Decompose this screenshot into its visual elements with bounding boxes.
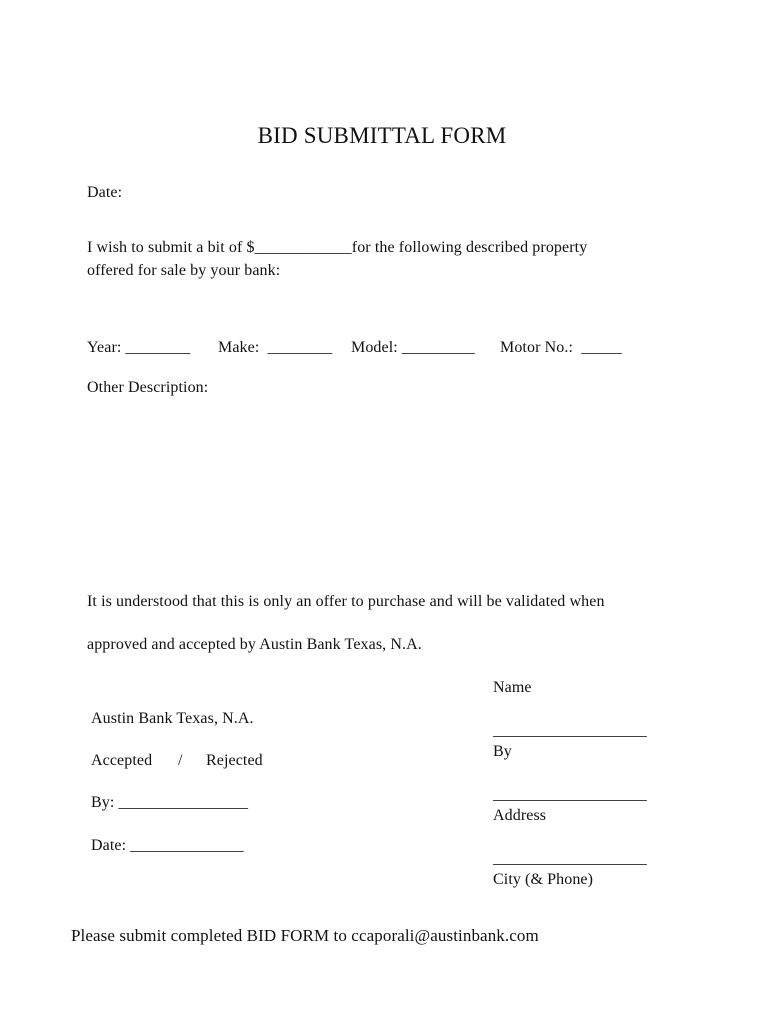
page-title: BID SUBMITTAL FORM [257,123,507,148]
understanding-line-2: approved and accepted by Austin Bank Texas, N.A. [87,636,422,653]
bank-by-line: By: ________________ [91,794,249,811]
intro-line-1: I wish to submit a bit of $____________for the following described property [87,239,588,256]
city-phone-label: City (& Phone) [493,871,594,888]
motor-number-field: Motor No.: _____ [500,339,622,356]
understanding-line-1: It is understood that this is only an offer to purchase and will be validated when [87,593,605,610]
bank-date-line: Date: ______________ [91,837,244,854]
year-field: Year: ________ [87,339,191,356]
by-signature-line: ___________________ [493,786,647,803]
address-label: Address [493,807,547,824]
address-signature-line: ___________________ [493,850,647,867]
intro-line-2: offered for sale by your bank: [87,262,281,279]
name-label: Name [493,679,532,696]
other-description-label: Other Description: [87,379,209,396]
accepted-label: Accepted [91,752,153,769]
make-field: Make: ________ [218,339,333,356]
model-field: Model: _________ [351,339,475,356]
rejected-label: Rejected [206,752,263,769]
name-signature-line: ___________________ [493,722,647,739]
bank-name: Austin Bank Texas, N.A. [91,710,254,727]
footer-instructions: Please submit completed BID FORM to ccaporali@austinbank.com [71,926,539,945]
accepted-rejected-separator: / [178,752,183,769]
by-label: By [493,743,512,760]
date-label: Date: [87,184,123,201]
